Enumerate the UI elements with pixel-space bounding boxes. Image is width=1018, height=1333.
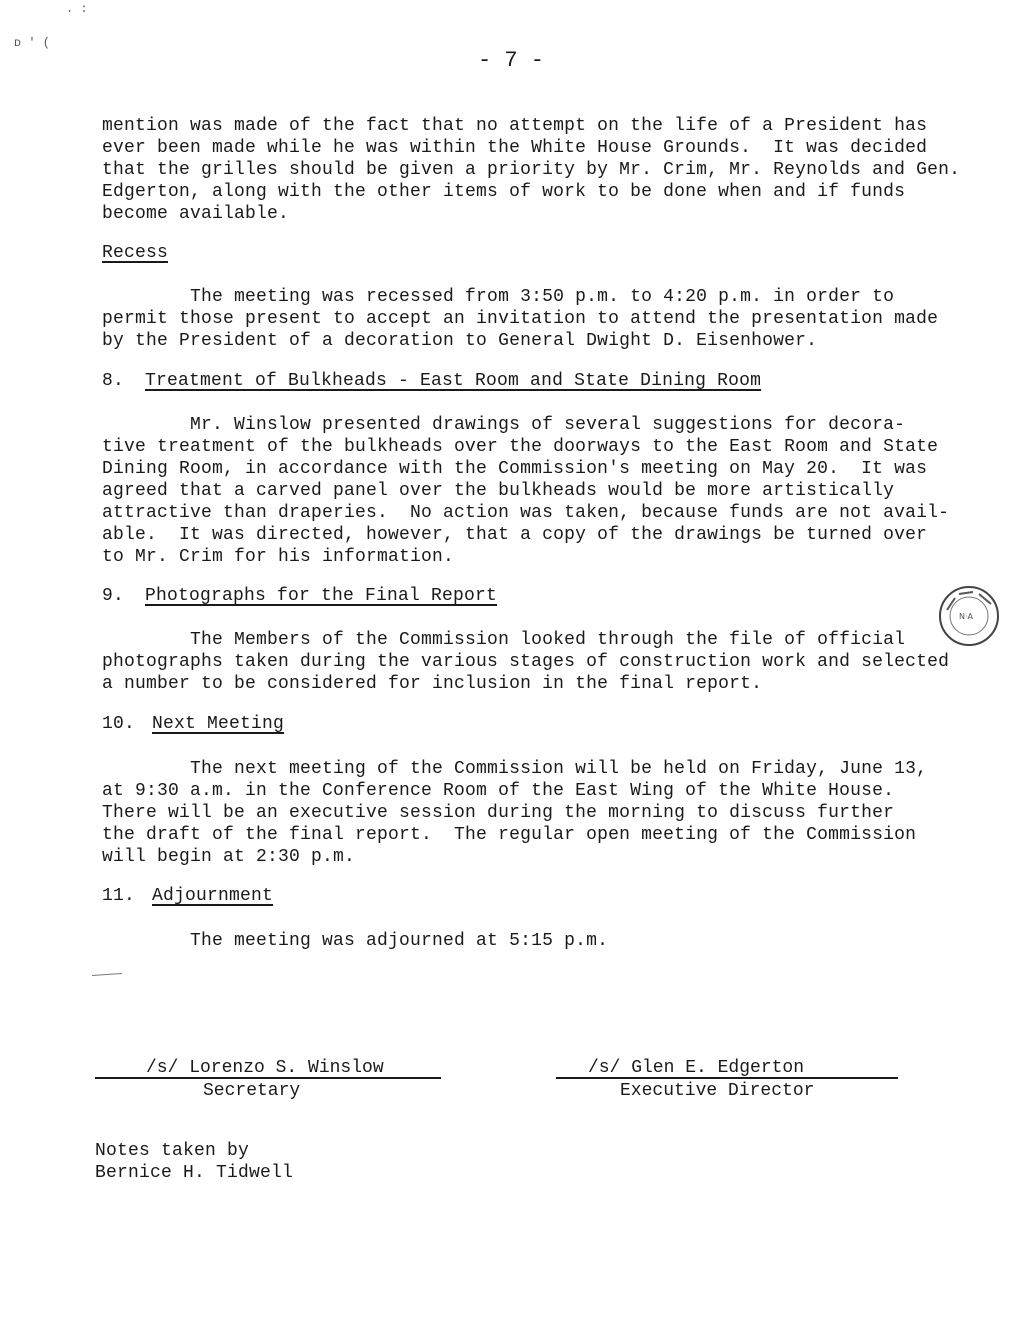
section-heading-photographs: Photographs for the Final Report — [145, 586, 498, 606]
body-line: able. It was directed, however, that a copy of the drawings be turned over — [102, 525, 928, 545]
body-line: attractive than draperies. No action was taken, because funds are not avail- — [102, 503, 950, 523]
page-number: - 7 - — [478, 48, 545, 73]
section-number: 8. — [102, 371, 125, 391]
scan-speck: ᴅ ' ( — [14, 36, 51, 50]
signature-line — [95, 1077, 441, 1079]
body-line: photographs taken during the various stages of construction work and selected — [102, 652, 950, 672]
notes-line: Notes taken by — [95, 1141, 250, 1161]
notes-line: Bernice H. Tidwell — [95, 1163, 294, 1183]
signature-title: Secretary — [203, 1081, 301, 1101]
signature-name: /s/ Glen E. Edgerton — [588, 1058, 805, 1078]
body-line: Edgerton, along with the other items of work to be done when and if funds — [102, 182, 906, 202]
body-line: at 9:30 a.m. in the Conference Room of the East Wing of the White House. — [102, 781, 895, 801]
body-line: by the President of a decoration to General Dwight D. Eisenhower. — [102, 331, 818, 351]
signature-title: Executive Director — [620, 1081, 815, 1101]
body-line: a number to be considered for inclusion in the final report. — [102, 674, 763, 694]
library-stamp-icon — [937, 584, 1001, 648]
body-line: permit those present to accept an invitation to attend the presentation made — [102, 309, 939, 329]
section-heading-recess: Recess — [102, 243, 169, 263]
section-number: 11. — [102, 886, 136, 906]
body-line: The meeting was adjourned at 5:15 p.m. — [102, 931, 609, 951]
body-line: become available. — [102, 204, 290, 224]
body-line: mention was made of the fact that no attempt on the life of a President has — [102, 116, 928, 136]
body-line: The next meeting of the Commission will be held on Friday, June 13, — [102, 759, 928, 779]
body-line: The Members of the Commission looked through the file of official — [102, 630, 906, 650]
body-line: Mr. Winslow presented drawings of several suggestions for decora- — [102, 415, 906, 435]
signature-line — [556, 1077, 898, 1079]
body-line: ever been made while he was within the White House Grounds. It was decided — [102, 138, 928, 158]
body-line: The meeting was recessed from 3:50 p.m. to 4:20 p.m. in order to — [102, 287, 895, 307]
body-line: that the grilles should be given a priority by Mr. Crim, Mr. Reynolds and Gen. — [102, 160, 961, 180]
scan-speck: . : — [66, 2, 88, 16]
body-line: to Mr. Crim for his information. — [102, 547, 455, 567]
body-line: Dining Room, in accordance with the Commission's meeting on May 20. It was — [102, 459, 928, 479]
body-line: the draft of the final report. The regular open meeting of the Commission — [102, 825, 917, 845]
section-heading-next-meeting: Next Meeting — [152, 714, 285, 734]
section-heading-bulkheads: Treatment of Bulkheads - East Room and State Dining Room — [145, 371, 762, 391]
signature-name: /s/ Lorenzo S. Winslow — [146, 1058, 384, 1078]
body-line: tive treatment of the bulkheads over the doorways to the East Room and State — [102, 437, 939, 457]
pencil-mark — [92, 973, 122, 976]
body-line: agreed that a carved panel over the bulkheads would be more artistically — [102, 481, 895, 501]
body-line: There will be an executive session during the morning to discuss further — [102, 803, 895, 823]
section-heading-adjournment: Adjournment — [152, 886, 274, 906]
body-line: will begin at 2:30 p.m. — [102, 847, 356, 867]
svg-text:N·A: N·A — [959, 612, 973, 621]
section-number: 10. — [102, 714, 136, 734]
section-number: 9. — [102, 586, 125, 606]
